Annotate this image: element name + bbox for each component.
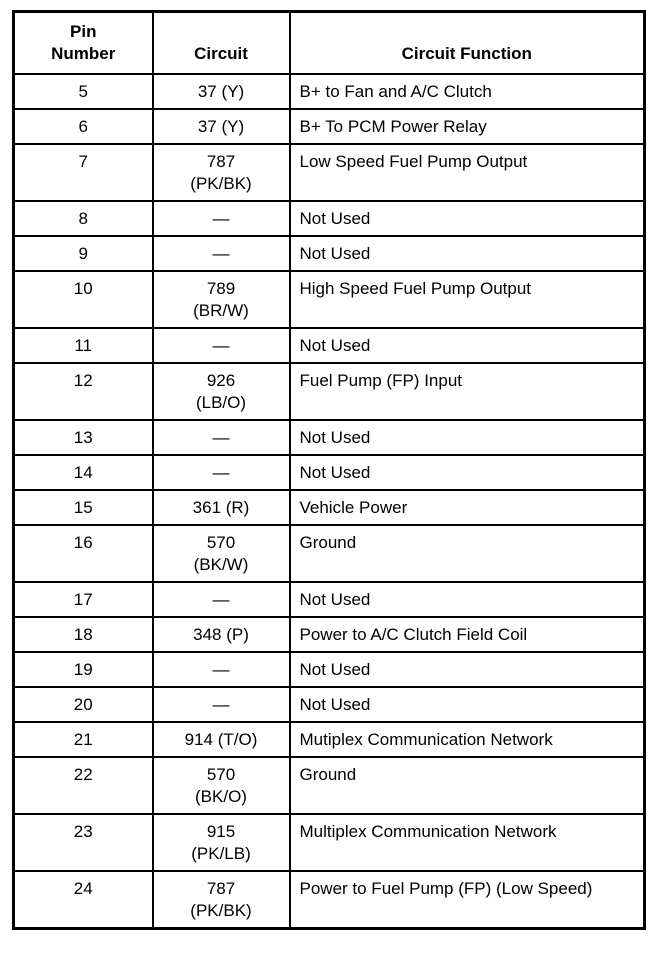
- circuit-line: —: [212, 428, 230, 447]
- table-row: [14, 455, 645, 490]
- table-body: [14, 74, 645, 929]
- circuit-line: 914 (T/O): [184, 730, 258, 749]
- circuit-cell: [153, 363, 290, 420]
- circuit-line: 787: [206, 152, 236, 171]
- circuit-function-cell: Not Used: [290, 328, 645, 363]
- table-row: [14, 582, 645, 617]
- table-row: [14, 144, 645, 201]
- circuit-function-cell: Not Used: [290, 455, 645, 490]
- circuit-cell: [153, 109, 290, 144]
- circuit-function-cell: Not Used: [290, 652, 645, 687]
- circuit-line: 361 (R): [192, 498, 250, 517]
- circuit-cell: [153, 144, 290, 201]
- pin-number-cell: 8: [14, 201, 153, 236]
- circuit-function-cell: Power to Fuel Pump (FP) (Low Speed): [290, 871, 645, 929]
- circuit-function-cell: Ground: [290, 757, 645, 814]
- table-row: [14, 687, 645, 722]
- table-row: [14, 420, 645, 455]
- circuit-cell: [153, 687, 290, 722]
- circuit-function-cell: Vehicle Power: [290, 490, 645, 525]
- circuit-cell: [153, 455, 290, 490]
- circuit-function-cell: Not Used: [290, 420, 645, 455]
- circuit-line: —: [212, 695, 230, 714]
- circuit-line: (BK/O): [195, 787, 247, 806]
- pin-number-cell: 19: [14, 652, 153, 687]
- header-row: [14, 12, 645, 75]
- pin-number-cell: 12: [14, 363, 153, 420]
- pin-number-cell: 7: [14, 144, 153, 201]
- circuit-line: 348 (P): [193, 625, 249, 644]
- circuit-line: 37 (Y): [197, 117, 245, 136]
- pin-number-cell: 17: [14, 582, 153, 617]
- circuit-line: 789: [206, 279, 236, 298]
- pin-number-cell: 18: [14, 617, 153, 652]
- circuit-cell: [153, 582, 290, 617]
- circuit-line: 37 (Y): [197, 82, 245, 101]
- table-row: [14, 722, 645, 757]
- pin-number-cell: 16: [14, 525, 153, 582]
- circuit-function-cell: Not Used: [290, 201, 645, 236]
- circuit-line: —: [212, 209, 230, 228]
- circuit-line: 926: [206, 371, 236, 390]
- circuit-cell: [153, 617, 290, 652]
- table-row: [14, 814, 645, 871]
- table-row: [14, 617, 645, 652]
- circuit-line: —: [212, 660, 230, 679]
- circuit-cell: [153, 652, 290, 687]
- circuit-function-cell: B+ To PCM Power Relay: [290, 109, 645, 144]
- circuit-cell: [153, 814, 290, 871]
- circuit-cell: [153, 871, 290, 929]
- pin-number-cell: 14: [14, 455, 153, 490]
- header-pin-line1: Pin: [70, 22, 97, 41]
- header-pin-line2: Number: [51, 44, 116, 63]
- circuit-line: 787: [206, 879, 236, 898]
- pin-number-cell: 20: [14, 687, 153, 722]
- circuit-line: —: [212, 590, 230, 609]
- circuit-function-cell: Mutiplex Communication Network: [290, 722, 645, 757]
- table-row: [14, 525, 645, 582]
- circuit-line: (BK/W): [193, 555, 249, 574]
- pin-number-cell: 13: [14, 420, 153, 455]
- table-row: [14, 757, 645, 814]
- pin-number-cell: 6: [14, 109, 153, 144]
- circuit-line: 915: [206, 822, 236, 841]
- pin-number-cell: 23: [14, 814, 153, 871]
- header-pin-number: [14, 12, 153, 75]
- pin-number-cell: 11: [14, 328, 153, 363]
- circuit-function-cell: Low Speed Fuel Pump Output: [290, 144, 645, 201]
- circuit-cell: [153, 271, 290, 328]
- pin-number-cell: 5: [14, 74, 153, 109]
- circuit-function-cell: Not Used: [290, 687, 645, 722]
- circuit-line: —: [212, 244, 230, 263]
- circuit-cell: [153, 525, 290, 582]
- table-row: [14, 652, 645, 687]
- pin-number-cell: 24: [14, 871, 153, 929]
- circuit-function-cell: B+ to Fan and A/C Clutch: [290, 74, 645, 109]
- circuit-line: (PK/LB): [191, 844, 251, 863]
- pin-number-cell: 21: [14, 722, 153, 757]
- circuit-function-cell: Fuel Pump (FP) Input: [290, 363, 645, 420]
- table-row: [14, 201, 645, 236]
- table-row: [14, 363, 645, 420]
- circuit-cell: [153, 757, 290, 814]
- table-row: [14, 328, 645, 363]
- circuit-line: —: [212, 336, 230, 355]
- circuit-line: (BR/W): [193, 301, 249, 320]
- circuit-line: (PK/BK): [190, 174, 252, 193]
- header-circuit-function: Circuit Function: [290, 12, 645, 75]
- circuit-cell: [153, 74, 290, 109]
- circuit-function-cell: Ground: [290, 525, 645, 582]
- circuit-line: (PK/BK): [190, 901, 252, 920]
- circuit-cell: [153, 236, 290, 271]
- circuit-line: —: [212, 463, 230, 482]
- pin-number-cell: 15: [14, 490, 153, 525]
- circuit-line: 570: [206, 533, 236, 552]
- circuit-line: (LB/O): [195, 393, 247, 412]
- table-row: [14, 271, 645, 328]
- circuit-function-cell: Not Used: [290, 236, 645, 271]
- table-row: [14, 490, 645, 525]
- table-row: [14, 109, 645, 144]
- table-row: [14, 871, 645, 929]
- circuit-cell: [153, 420, 290, 455]
- pin-number-cell: 22: [14, 757, 153, 814]
- table-row: [14, 236, 645, 271]
- circuit-cell: [153, 328, 290, 363]
- circuit-cell: [153, 490, 290, 525]
- pin-number-cell: 10: [14, 271, 153, 328]
- circuit-cell: [153, 722, 290, 757]
- circuit-function-cell: Not Used: [290, 582, 645, 617]
- circuit-function-cell: Multiplex Communication Network: [290, 814, 645, 871]
- circuit-line: 570: [206, 765, 236, 784]
- circuit-function-cell: High Speed Fuel Pump Output: [290, 271, 645, 328]
- circuit-function-cell: Power to A/C Clutch Field Coil: [290, 617, 645, 652]
- circuit-cell: [153, 201, 290, 236]
- pin-circuit-table: [12, 10, 646, 930]
- table-row: [14, 74, 645, 109]
- header-circuit: Circuit: [153, 12, 290, 75]
- pin-number-cell: 9: [14, 236, 153, 271]
